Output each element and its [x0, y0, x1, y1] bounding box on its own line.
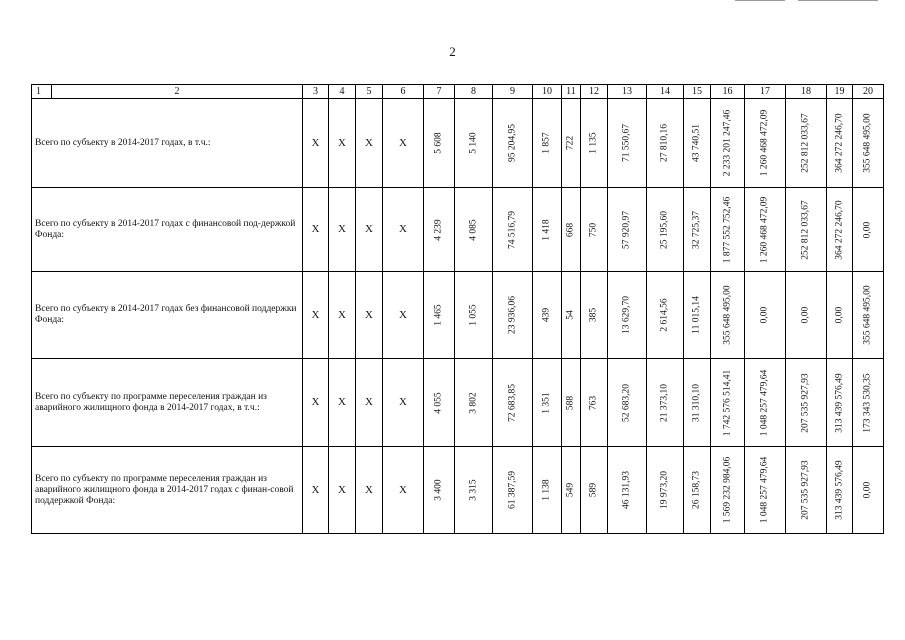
column-number: 11 — [562, 85, 581, 99]
cell-value: 313 439 576,49 — [834, 372, 844, 433]
x-mark: Х — [383, 188, 424, 272]
extra-cost-cell — [853, 447, 884, 534]
column-number: 4 — [329, 85, 356, 99]
cell-value: 2 233 201 247,46 — [722, 109, 732, 177]
cell-value: 1 877 552 752,46 — [722, 196, 732, 263]
cell-value: 207 535 927,93 — [800, 372, 811, 433]
cell-value: 588 — [565, 395, 576, 410]
cell-value: 1 260 468 472,09 — [759, 109, 770, 177]
regional-cost-cell — [786, 99, 827, 188]
fund-cost-cell — [745, 272, 786, 359]
scan-edge-mark — [798, 0, 878, 1]
total-cost-cell — [711, 99, 745, 188]
total-cost-cell — [711, 272, 745, 359]
column-number: 16 — [711, 85, 745, 99]
x-mark: Х — [383, 447, 424, 534]
cell-value: 0,00 — [862, 221, 873, 238]
row-label: Всего по субъекту в 2014-2017 годах без финансовой поддержки Фонда: — [32, 272, 303, 359]
resident-count-cell — [455, 99, 493, 188]
households-owned-cell — [562, 188, 581, 272]
row-label: Всего по субъекту по программе переселения граждан из аварийного жилищного фонда в 2014-2017 годах с финан-совой поддержкой Фонда: — [32, 447, 303, 534]
area-total-cell — [493, 447, 533, 534]
summary-table — [31, 84, 884, 534]
table-row — [32, 447, 884, 534]
row-label: Всего по субъекту в 2014-2017 годах, в т.ч.: — [32, 99, 303, 188]
column-number: 3 — [303, 85, 329, 99]
extra-cost-cell — [853, 188, 884, 272]
municipal-cost-cell — [827, 272, 853, 359]
cell-value: 207 535 927,93 — [800, 460, 811, 520]
cell-value: 1 135 — [588, 132, 599, 154]
column-number: 13 — [608, 85, 647, 99]
dwelling-count-cell — [424, 99, 455, 188]
cell-value: 3 400 — [433, 479, 444, 501]
cell-value: 74 516,79 — [507, 210, 517, 249]
cell-value: 21 373,10 — [659, 383, 670, 422]
fund-cost-cell — [745, 447, 786, 534]
cell-value: 0,00 — [834, 306, 844, 324]
column-number: 5 — [356, 85, 383, 99]
x-mark: Х — [383, 359, 424, 447]
resident-count-cell — [455, 447, 493, 534]
households-other-cell — [581, 272, 608, 359]
column-number: 6 — [383, 85, 424, 99]
x-mark: Х — [329, 272, 356, 359]
page-number: 2 — [449, 44, 456, 59]
cell-value: 722 — [565, 135, 576, 151]
cell-value: 54 — [565, 310, 576, 320]
column-number: 10 — [533, 85, 562, 99]
fund-cost-cell — [745, 359, 786, 447]
cell-value: 173 343 530,35 — [862, 372, 873, 433]
x-mark: Х — [303, 99, 329, 188]
cell-value: 0,00 — [759, 306, 770, 324]
cell-value: 23 936,06 — [507, 296, 517, 334]
dwelling-count-cell — [424, 188, 455, 272]
x-mark: Х — [303, 272, 329, 359]
cell-value: 27 810,16 — [659, 124, 670, 162]
cell-value: 355 648 495,00 — [722, 285, 732, 345]
area-other-cell — [684, 272, 711, 359]
cell-value: 25 195,60 — [659, 210, 670, 249]
area-other-cell — [684, 99, 711, 188]
fund-cost-cell — [745, 99, 786, 188]
dwelling-count-cell — [424, 359, 455, 447]
cell-value: 0,00 — [800, 306, 811, 324]
households-other-cell — [581, 99, 608, 188]
column-number: 15 — [684, 85, 711, 99]
cell-value: 763 — [588, 395, 599, 410]
cell-value: 589 — [588, 482, 599, 498]
households-owned-cell — [562, 99, 581, 188]
households-owned-cell — [562, 272, 581, 359]
column-number: 9 — [493, 85, 533, 99]
fund-cost-cell — [745, 188, 786, 272]
area-owned-cell — [647, 272, 684, 359]
area-relocated-cell — [608, 188, 647, 272]
column-number: 19 — [827, 85, 853, 99]
dwelling-count-cell — [424, 272, 455, 359]
area-other-cell — [684, 447, 711, 534]
row-label: Всего по субъекту в 2014-2017 годах с финансовой под-держкой Фонда: — [32, 188, 303, 272]
x-mark: Х — [356, 188, 383, 272]
cell-value: 11 015,14 — [691, 296, 702, 334]
municipal-cost-cell — [827, 447, 853, 534]
cell-value: 31 310,10 — [691, 383, 702, 422]
cell-value: 13 629,70 — [621, 296, 632, 334]
cell-value: 4 055 — [433, 391, 444, 414]
column-number: 7 — [424, 85, 455, 99]
regional-cost-cell — [786, 359, 827, 447]
cell-value: 32 725,37 — [691, 210, 702, 249]
cell-value: 43 740,51 — [691, 124, 702, 162]
row-label: Всего по субъекту по программе переселения граждан из аварийного жилищного фонда в 2014-2017 годах, в т.ч.: — [32, 359, 303, 447]
cell-value: 1 857 — [541, 132, 552, 154]
area-owned-cell — [647, 188, 684, 272]
column-number: 18 — [786, 85, 827, 99]
x-mark: Х — [329, 447, 356, 534]
cell-value: 668 — [565, 222, 576, 237]
regional-cost-cell — [786, 188, 827, 272]
cell-value: 1 048 257 479,64 — [759, 369, 770, 436]
total-cost-cell — [711, 188, 745, 272]
column-number: 20 — [853, 85, 884, 99]
cell-value: 95 204,95 — [507, 124, 517, 162]
municipal-cost-cell — [827, 99, 853, 188]
cell-value: 1 055 — [468, 304, 478, 326]
area-relocated-cell — [608, 447, 647, 534]
x-mark: Х — [303, 188, 329, 272]
area-total-cell — [493, 272, 533, 359]
households-cell — [533, 188, 562, 272]
municipal-cost-cell — [827, 188, 853, 272]
cell-value: 3 802 — [468, 391, 478, 414]
cell-value: 355 648 495,00 — [862, 285, 873, 345]
column-number-row — [32, 85, 884, 99]
extra-cost-cell — [853, 272, 884, 359]
table-row — [32, 99, 884, 188]
households-owned-cell — [562, 447, 581, 534]
column-number: 8 — [455, 85, 493, 99]
cell-value: 439 — [541, 307, 552, 323]
column-number: 1 — [32, 85, 52, 99]
cell-value: 71 550,67 — [621, 124, 632, 162]
x-mark: Х — [329, 188, 356, 272]
x-mark: Х — [383, 99, 424, 188]
cell-value: 1 351 — [541, 391, 552, 414]
dwelling-count-cell — [424, 447, 455, 534]
cell-value: 252 812 033,67 — [800, 113, 811, 173]
scan-edge-mark — [735, 0, 785, 1]
cell-value: 19 973,20 — [659, 471, 670, 509]
cell-value: 52 683,20 — [621, 383, 632, 422]
cell-value: 750 — [588, 222, 599, 237]
cell-value: 46 131,93 — [621, 471, 632, 509]
area-other-cell — [684, 359, 711, 447]
x-mark: Х — [329, 359, 356, 447]
area-relocated-cell — [608, 272, 647, 359]
cell-value: 313 439 576,49 — [834, 460, 844, 520]
column-number: 17 — [745, 85, 786, 99]
cell-value: 26 158,73 — [691, 471, 702, 509]
cell-value: 1 465 — [433, 304, 444, 326]
cell-value: 385 — [588, 307, 599, 323]
households-cell — [533, 272, 562, 359]
area-owned-cell — [647, 359, 684, 447]
total-cost-cell — [711, 447, 745, 534]
households-cell — [533, 99, 562, 188]
column-number: 2 — [52, 85, 303, 99]
x-mark: Х — [329, 99, 356, 188]
table-row — [32, 188, 884, 272]
cell-value: 1 260 468 472,09 — [759, 196, 770, 263]
x-mark: Х — [303, 359, 329, 447]
column-number: 14 — [647, 85, 684, 99]
cell-value: 355 648 495,00 — [862, 113, 873, 173]
resident-count-cell — [455, 188, 493, 272]
cell-value: 3 315 — [468, 479, 478, 501]
x-mark: Х — [356, 272, 383, 359]
cell-value: 5 608 — [433, 132, 444, 154]
cell-value: 1 048 257 479,64 — [759, 456, 770, 524]
cell-value: 57 920,97 — [621, 210, 632, 249]
resident-count-cell — [455, 359, 493, 447]
area-total-cell — [493, 359, 533, 447]
households-other-cell — [581, 447, 608, 534]
cell-value: 1 742 576 514,41 — [722, 369, 732, 436]
households-cell — [533, 359, 562, 447]
cell-value: 0,00 — [862, 481, 873, 499]
table-row — [32, 272, 884, 359]
households-cell — [533, 447, 562, 534]
cell-value: 549 — [565, 482, 576, 498]
area-other-cell — [684, 188, 711, 272]
regional-cost-cell — [786, 447, 827, 534]
households-other-cell — [581, 359, 608, 447]
extra-cost-cell — [853, 359, 884, 447]
x-mark: Х — [356, 99, 383, 188]
area-relocated-cell — [608, 99, 647, 188]
area-owned-cell — [647, 99, 684, 188]
cell-value: 4 239 — [433, 218, 444, 241]
x-mark: Х — [303, 447, 329, 534]
table-row — [32, 359, 884, 447]
cell-value: 1 569 232 984,06 — [722, 456, 732, 524]
x-mark: Х — [383, 272, 424, 359]
cell-value: 1 418 — [541, 218, 552, 241]
cell-value: 364 272 246,70 — [834, 199, 844, 260]
cell-value: 4 085 — [468, 218, 478, 241]
households-other-cell — [581, 188, 608, 272]
municipal-cost-cell — [827, 359, 853, 447]
area-relocated-cell — [608, 359, 647, 447]
total-cost-cell — [711, 359, 745, 447]
extra-cost-cell — [853, 99, 884, 188]
cell-value: 1 138 — [541, 479, 552, 501]
households-owned-cell — [562, 359, 581, 447]
column-number: 12 — [581, 85, 608, 99]
cell-value: 5 140 — [468, 132, 478, 154]
x-mark: Х — [356, 359, 383, 447]
area-total-cell — [493, 188, 533, 272]
cell-value: 2 614,56 — [659, 298, 670, 332]
area-total-cell — [493, 99, 533, 188]
cell-value: 61 387,59 — [507, 471, 517, 509]
x-mark: Х — [356, 447, 383, 534]
cell-value: 252 812 033,67 — [800, 199, 811, 260]
area-owned-cell — [647, 447, 684, 534]
regional-cost-cell — [786, 272, 827, 359]
cell-value: 72 683,85 — [507, 383, 517, 422]
cell-value: 364 272 246,70 — [834, 113, 844, 173]
resident-count-cell — [455, 272, 493, 359]
